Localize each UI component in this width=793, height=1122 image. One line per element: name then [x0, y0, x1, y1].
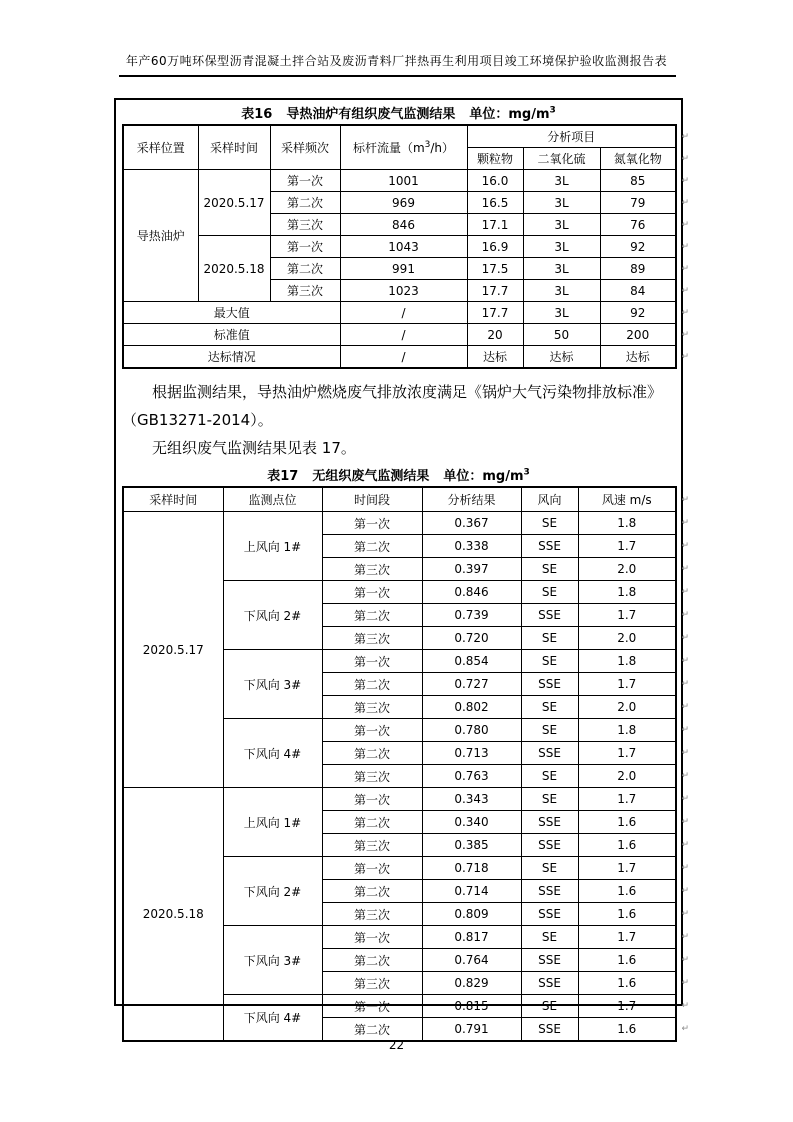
header-flow-sup: 3	[424, 140, 431, 150]
cell-result: 0.763	[422, 765, 521, 788]
cell-result: 0.764	[422, 949, 521, 972]
cell-wind-speed-value: 1.7	[617, 608, 637, 622]
table-row	[123, 125, 676, 148]
cell-wind-speed	[578, 650, 689, 673]
table-row	[123, 487, 676, 512]
cell-period: 第二次	[322, 880, 422, 903]
cell-wind-dir: SSE	[521, 1018, 578, 1042]
table17-title-text: 无组织废气监测结果	[312, 469, 430, 484]
cell-period: 第二次	[322, 535, 422, 558]
header-flow-post: /h）	[430, 141, 455, 155]
cell-wind-speed	[578, 949, 689, 972]
header-result: 分析结果	[422, 487, 521, 512]
cell-wind-dir: SE	[521, 581, 578, 604]
cell-result: 0.343	[422, 788, 521, 811]
table-row	[123, 302, 676, 324]
cell-so2: 3L	[523, 302, 600, 324]
paragraph-mark-icon: ↵	[681, 153, 690, 164]
cell-wind-speed-value: 1.8	[617, 516, 637, 530]
header-so2: 二氧化硫	[523, 148, 600, 170]
paragraph-mark-icon: ↵	[681, 541, 689, 551]
cell-wind-speed	[578, 972, 689, 995]
cell-wind-speed-value: 1.7	[617, 746, 637, 760]
header-nox	[600, 148, 690, 170]
paragraph-mark-icon: ↵	[681, 564, 689, 574]
cell-so2: 3L	[523, 280, 600, 302]
cell-wind-speed	[578, 995, 689, 1018]
cell-frequency: 第一次	[270, 236, 340, 258]
cell-particulate: 达标	[467, 346, 523, 369]
cell-flow: /	[340, 324, 467, 346]
cell-wind-speed	[578, 696, 689, 719]
header-wind-speed	[578, 487, 689, 512]
cell-period: 第三次	[322, 903, 422, 926]
cell-nox-value: 84	[630, 283, 646, 298]
table-row	[123, 170, 676, 192]
cell-nox-value: 89	[630, 261, 646, 276]
table16-unit-label: 单位：mg/m	[469, 107, 550, 122]
cell-wind-dir: SSE	[521, 972, 578, 995]
cell-period: 第二次	[322, 949, 422, 972]
header-frequency: 采样频次	[270, 125, 340, 170]
cell-frequency: 第三次	[270, 214, 340, 236]
table17-unit-label: 单位：mg/m	[443, 469, 524, 484]
cell-wind-speed-value: 1.6	[617, 884, 637, 898]
header-monitor-point: 监测点位	[223, 487, 322, 512]
header-nox-label: 氮氧化物	[613, 152, 662, 166]
cell-period: 第一次	[322, 857, 422, 880]
cell-result: 0.713	[422, 742, 521, 765]
table16-title-text: 导热油炉有组织废气监测结果	[286, 107, 456, 122]
cell-wind-speed-value: 1.8	[617, 585, 637, 599]
cell-result: 0.739	[422, 604, 521, 627]
cell-result: 0.802	[422, 696, 521, 719]
cell-wind-speed	[578, 880, 689, 903]
cell-point: 下风向 3#	[223, 926, 322, 995]
cell-result: 0.727	[422, 673, 521, 696]
header-analysis-group	[467, 125, 690, 148]
cell-particulate: 17.7	[467, 302, 523, 324]
cell-particulate: 17.7	[467, 280, 523, 302]
table-unorganized-gas-results	[122, 486, 689, 1042]
cell-period: 第二次	[322, 673, 422, 696]
table17-title-prefix: 表17	[267, 469, 299, 484]
cell-result: 0.809	[422, 903, 521, 926]
cell-flow: 1023	[340, 280, 467, 302]
paragraph-mark-icon: ↵	[681, 351, 690, 362]
cell-nox-value: 92	[630, 239, 646, 254]
paragraph-mark-icon: ↵	[681, 702, 689, 712]
cell-summary-label: 达标情况	[123, 346, 340, 369]
cell-wind-dir: SE	[521, 995, 578, 1018]
paragraph-mark-icon: ↵	[681, 241, 690, 252]
cell-wind-speed-value: 1.7	[617, 999, 637, 1013]
cell-so2: 3L	[523, 258, 600, 280]
cell-nox-value: 200	[626, 327, 650, 342]
cell-result: 0.780	[422, 719, 521, 742]
cell-result: 0.846	[422, 581, 521, 604]
cell-period: 第三次	[322, 972, 422, 995]
cell-period: 第一次	[322, 512, 422, 535]
cell-wind-speed	[578, 512, 689, 535]
cell-so2: 3L	[523, 214, 600, 236]
paragraph-mark-icon: ↵	[681, 329, 690, 340]
header-period: 时间段	[322, 487, 422, 512]
cell-wind-dir: SE	[521, 696, 578, 719]
cell-particulate: 17.5	[467, 258, 523, 280]
cell-nox	[600, 214, 690, 236]
cell-point: 上风向 1#	[223, 788, 322, 857]
cell-nox	[600, 302, 690, 324]
paragraph-mark-icon: ↵	[681, 587, 689, 597]
cell-nox-value: 达标	[625, 350, 650, 364]
paragraph-mark-icon: ↵	[681, 794, 689, 804]
cell-flow: 969	[340, 192, 467, 214]
cell-wind-speed	[578, 788, 689, 811]
cell-nox	[600, 324, 690, 346]
header-analysis-group-label: 分析项目	[547, 130, 596, 144]
cell-frequency: 第一次	[270, 170, 340, 192]
cell-period: 第二次	[322, 1018, 422, 1042]
cell-wind-dir: SSE	[521, 949, 578, 972]
cell-nox	[600, 170, 690, 192]
cell-wind-speed-value: 1.7	[617, 861, 637, 875]
cell-period: 第三次	[322, 834, 422, 857]
cell-nox	[600, 236, 690, 258]
cell-flow: 991	[340, 258, 467, 280]
cell-wind-speed-value: 1.6	[617, 815, 637, 829]
paragraph-see-table17: 无组织废气监测结果见表 17。	[152, 439, 356, 457]
cell-wind-speed-value: 1.7	[617, 677, 637, 691]
paragraph-mark-icon: ↵	[681, 978, 689, 988]
paragraph-mark-icon: ↵	[681, 817, 689, 827]
header-flow-pre: 标杆流量（m	[352, 141, 425, 155]
paragraph-mark-icon: ↵	[681, 1024, 689, 1034]
cell-wind-speed-value: 1.6	[617, 838, 637, 852]
cell-result: 0.720	[422, 627, 521, 650]
paragraph-mark-icon: ↵	[681, 909, 689, 919]
table-row	[123, 236, 676, 258]
cell-wind-dir: SE	[521, 650, 578, 673]
cell-result: 0.338	[422, 535, 521, 558]
cell-period: 第二次	[322, 742, 422, 765]
paragraph-mark-icon: ↵	[681, 656, 689, 666]
paragraph-mark-icon: ↵	[681, 679, 689, 689]
cell-wind-dir: SSE	[521, 811, 578, 834]
header-rule	[119, 75, 676, 77]
paragraph-mark-icon: ↵	[681, 771, 689, 781]
cell-result: 0.815	[422, 995, 521, 1018]
paragraph-mark-icon: ↵	[681, 633, 689, 643]
cell-frequency: 第二次	[270, 258, 340, 280]
cell-wind-dir: SSE	[521, 903, 578, 926]
paragraph-conclusion-line2: （GB13271-2014）。	[122, 411, 273, 429]
header-sample-time: 采样时间	[123, 487, 223, 512]
header-time: 采样时间	[198, 125, 270, 170]
cell-particulate: 20	[467, 324, 523, 346]
cell-period: 第一次	[322, 995, 422, 1018]
paragraph-conclusion-line1: 根据监测结果，导热油炉燃烧废气排放浓度满足《锅炉大气污染物排放标准》	[152, 383, 663, 401]
cell-wind-speed	[578, 535, 689, 558]
cell-period: 第一次	[322, 719, 422, 742]
paragraph-mark-icon: ↵	[681, 197, 690, 208]
paragraph-mark-icon: ↵	[681, 863, 689, 873]
cell-nox	[600, 280, 690, 302]
cell-period: 第一次	[322, 788, 422, 811]
table-organized-gas-results	[122, 124, 690, 369]
cell-wind-speed	[578, 834, 689, 857]
cell-point: 上风向 1#	[223, 512, 322, 581]
paragraph-mark-icon: ↵	[681, 610, 689, 620]
table17-title	[122, 465, 675, 484]
document-header-title: 年产60万吨环保型沥青混凝土拌合站及废沥青料厂拌热再生利用项目竣工环境保护验收监测报告表	[125, 54, 668, 68]
cell-particulate: 16.5	[467, 192, 523, 214]
cell-so2: 3L	[523, 192, 600, 214]
cell-wind-speed	[578, 558, 689, 581]
cell-frequency: 第二次	[270, 192, 340, 214]
cell-flow: /	[340, 346, 467, 369]
cell-point: 下风向 4#	[223, 995, 322, 1042]
cell-period: 第三次	[322, 696, 422, 719]
cell-flow: 1043	[340, 236, 467, 258]
cell-summary-label: 最大值	[123, 302, 340, 324]
cell-wind-dir: SE	[521, 719, 578, 742]
header-location: 采样位置	[123, 125, 198, 170]
cell-nox-value: 92	[630, 305, 646, 320]
cell-wind-speed-value: 2.0	[617, 700, 637, 714]
cell-period: 第三次	[322, 558, 422, 581]
cell-wind-speed	[578, 627, 689, 650]
table16-unit-sup: 3	[549, 105, 556, 116]
cell-period: 第三次	[322, 765, 422, 788]
cell-wind-speed	[578, 765, 689, 788]
cell-wind-speed	[578, 811, 689, 834]
cell-period: 第三次	[322, 627, 422, 650]
cell-wind-dir: SSE	[521, 673, 578, 696]
cell-wind-speed-value: 1.8	[617, 723, 637, 737]
cell-wind-dir: SSE	[521, 834, 578, 857]
cell-flow: 1001	[340, 170, 467, 192]
cell-wind-speed-value: 1.8	[617, 654, 637, 668]
cell-so2: 达标	[523, 346, 600, 369]
cell-result: 0.397	[422, 558, 521, 581]
cell-point: 下风向 2#	[223, 581, 322, 650]
cell-point: 下风向 4#	[223, 719, 322, 788]
paragraph-mark-icon: ↵	[681, 518, 689, 528]
cell-nox	[600, 192, 690, 214]
cell-so2: 3L	[523, 170, 600, 192]
cell-nox-value: 76	[630, 217, 646, 232]
cell-flow: 846	[340, 214, 467, 236]
table16-title	[122, 103, 675, 122]
cell-period: 第一次	[322, 581, 422, 604]
cell-result: 0.714	[422, 880, 521, 903]
cell-result: 0.367	[422, 512, 521, 535]
cell-wind-speed	[578, 926, 689, 949]
cell-date: 2020.5.18	[123, 788, 223, 1042]
paragraph-mark-icon: ↵	[681, 932, 689, 942]
table16-title-prefix: 表16	[241, 107, 273, 122]
cell-wind-dir: SSE	[521, 604, 578, 627]
paragraph-mark-icon: ↵	[681, 840, 689, 850]
cell-nox-value: 85	[630, 173, 646, 188]
cell-result: 0.340	[422, 811, 521, 834]
cell-wind-dir: SE	[521, 558, 578, 581]
header-wind-dir: 风向	[521, 487, 578, 512]
table17-unit-sup: 3	[523, 467, 530, 478]
cell-wind-speed	[578, 604, 689, 627]
page-number: 22	[388, 1038, 405, 1052]
cell-result: 0.718	[422, 857, 521, 880]
paragraph-mark-icon: ↵	[681, 307, 690, 318]
cell-wind-speed	[578, 903, 689, 926]
cell-wind-speed-value: 2.0	[617, 631, 637, 645]
cell-result: 0.829	[422, 972, 521, 995]
cell-wind-speed-value: 2.0	[617, 562, 637, 576]
cell-wind-speed-value: 2.0	[617, 769, 637, 783]
header-particulate: 颗粒物	[467, 148, 523, 170]
cell-period: 第一次	[322, 650, 422, 673]
cell-wind-speed-value: 1.7	[617, 930, 637, 944]
cell-point: 下风向 2#	[223, 857, 322, 926]
header-flow	[340, 125, 467, 170]
cell-nox	[600, 258, 690, 280]
table-row	[123, 788, 676, 811]
cell-particulate: 16.9	[467, 236, 523, 258]
paragraph-mark-icon: ↵	[681, 748, 689, 758]
cell-wind-speed-value: 1.6	[617, 1022, 637, 1036]
cell-wind-speed	[578, 673, 689, 696]
cell-particulate: 17.1	[467, 214, 523, 236]
cell-wind-speed	[578, 581, 689, 604]
cell-frequency: 第三次	[270, 280, 340, 302]
cell-date: 2020.5.17	[123, 512, 223, 788]
cell-so2: 50	[523, 324, 600, 346]
cell-wind-dir: SSE	[521, 742, 578, 765]
cell-particulate: 16.0	[467, 170, 523, 192]
cell-result: 0.385	[422, 834, 521, 857]
cell-period: 第二次	[322, 811, 422, 834]
paragraph-mark-icon: ↵	[681, 175, 690, 186]
paragraph-mark-icon: ↵	[681, 494, 689, 505]
paragraph-mark-icon: ↵	[681, 955, 689, 965]
cell-wind-speed-value: 1.6	[617, 976, 637, 990]
table-row	[123, 512, 676, 535]
table-row	[123, 324, 676, 346]
paragraph-mark-icon: ↵	[681, 131, 690, 142]
cell-so2: 3L	[523, 236, 600, 258]
cell-location: 导热油炉	[123, 170, 198, 302]
cell-wind-dir: SE	[521, 765, 578, 788]
header-wind-speed-label: 风速 m/s	[601, 493, 652, 507]
cell-nox	[600, 346, 690, 369]
paragraph-mark-icon: ↵	[681, 285, 690, 296]
cell-wind-dir: SE	[521, 788, 578, 811]
cell-wind-speed	[578, 719, 689, 742]
cell-wind-speed	[578, 857, 689, 880]
cell-nox-value: 79	[630, 195, 646, 210]
cell-date: 2020.5.17	[198, 170, 270, 236]
cell-date: 2020.5.18	[198, 236, 270, 302]
cell-wind-dir: SE	[521, 627, 578, 650]
cell-wind-speed	[578, 742, 689, 765]
cell-wind-speed-value: 1.7	[617, 792, 637, 806]
cell-wind-dir: SE	[521, 857, 578, 880]
paragraph-mark-icon: ↵	[681, 886, 689, 896]
cell-result: 0.817	[422, 926, 521, 949]
paragraph-mark-icon: ↵	[681, 1001, 689, 1011]
paragraph-mark-icon: ↵	[681, 263, 690, 274]
paragraph-mark-icon: ↵	[681, 725, 689, 735]
paragraph-mark-icon: ↵	[681, 219, 690, 230]
cell-flow: /	[340, 302, 467, 324]
cell-wind-speed-value: 1.7	[617, 539, 637, 553]
cell-result: 0.854	[422, 650, 521, 673]
cell-wind-speed-value: 1.6	[617, 907, 637, 921]
cell-wind-dir: SE	[521, 512, 578, 535]
table-row	[123, 346, 676, 369]
content-box	[114, 98, 690, 1037]
cell-wind-dir: SSE	[521, 880, 578, 903]
cell-result: 0.791	[422, 1018, 521, 1042]
cell-summary-label: 标准值	[123, 324, 340, 346]
cell-period: 第二次	[322, 604, 422, 627]
cell-period: 第一次	[322, 926, 422, 949]
cell-point: 下风向 3#	[223, 650, 322, 719]
cell-wind-dir: SE	[521, 926, 578, 949]
body-text	[122, 378, 675, 462]
cell-wind-speed-value: 1.6	[617, 953, 637, 967]
cell-wind-dir: SSE	[521, 535, 578, 558]
